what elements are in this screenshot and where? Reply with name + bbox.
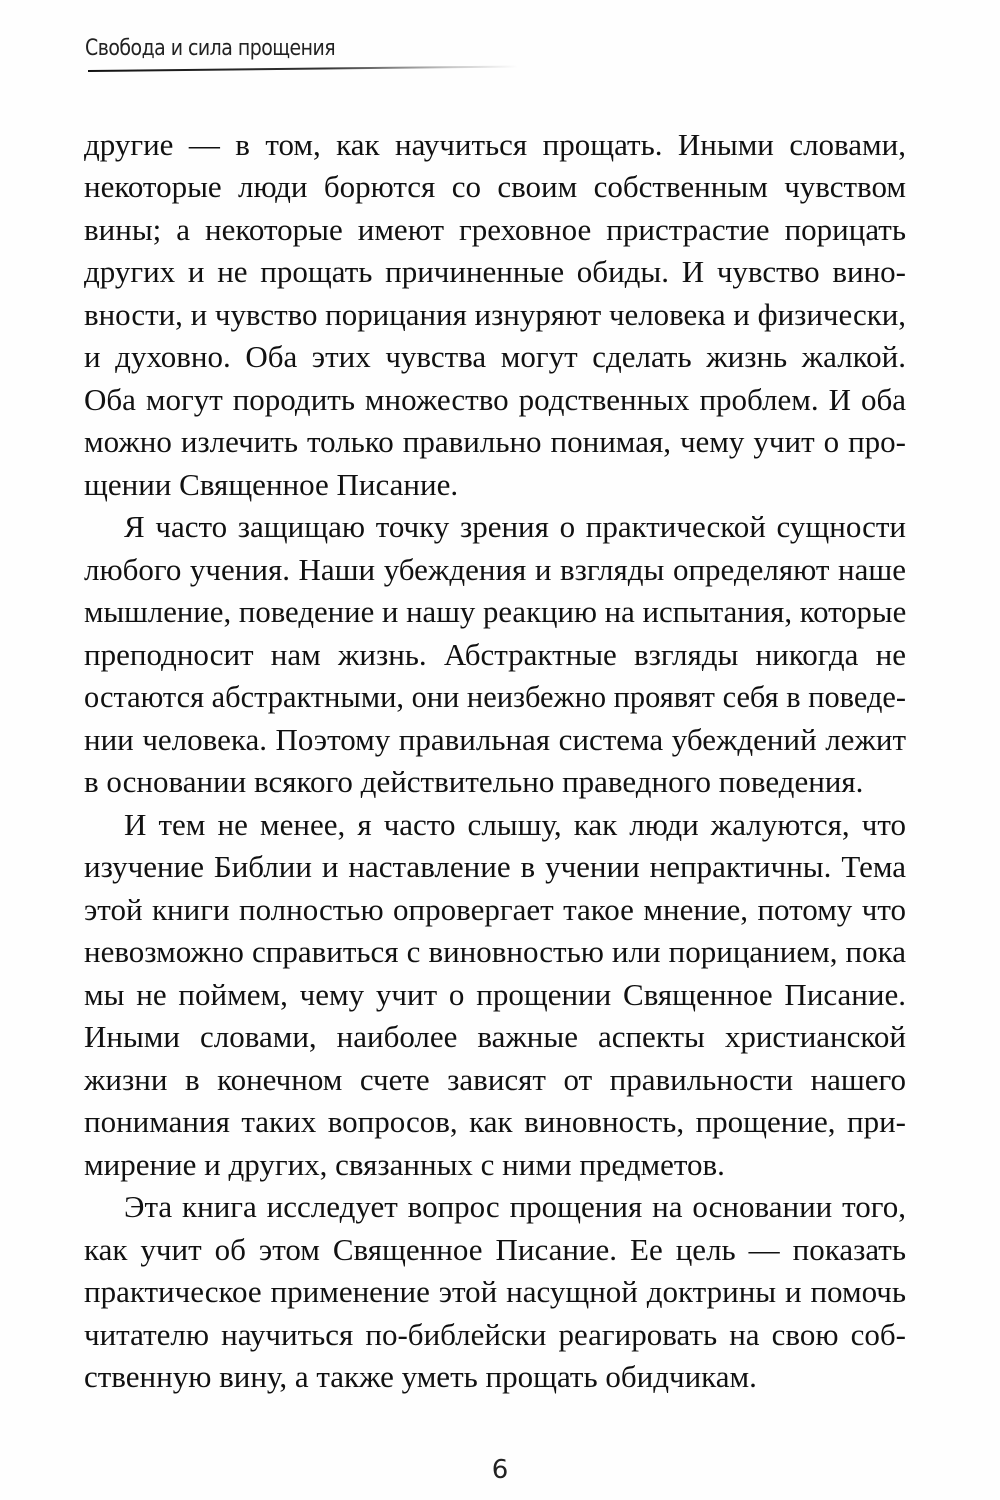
text-line: можно излечить только правильно понимая, чему учит о про- bbox=[84, 424, 906, 459]
text-line: остаются абстрактными, они неизбежно проявят себя в поведе- bbox=[84, 679, 907, 714]
text-line: другие — в том, как научиться прощать. Иными словами, bbox=[84, 127, 906, 162]
text-line: жизни в конечном счете зависят от правильности нашего bbox=[84, 1062, 906, 1097]
text-line: мышление, поведение и нашу реакцию на испытания, которые bbox=[84, 594, 907, 629]
text-line: и духовно. Оба этих чувства могут сделать жизнь жалкой. bbox=[84, 339, 906, 374]
page-number: 6 bbox=[491, 1455, 509, 1485]
text-line: Иными словами, наиболее важные аспекты христианской bbox=[84, 1019, 906, 1054]
text-line: как учит об этом Священное Писание. Ее цель — показать bbox=[84, 1232, 906, 1267]
text-line: мы не поймем, чему учит о прощении Священное Писание. bbox=[84, 977, 906, 1012]
text-line: мирение и других, связанных с ними предметов. bbox=[84, 1147, 725, 1182]
text-line: преподносит нам жизнь. Абстрактные взгляды никогда не bbox=[84, 637, 906, 672]
text-line: Я часто защищаю точку зрения о практической сущности bbox=[124, 509, 906, 544]
text-line: некоторые люди борются со своим собственным чувством bbox=[84, 169, 906, 204]
text-line: щении Священное Писание. bbox=[84, 467, 459, 502]
text-line: И тем не менее, я часто слышу, как люди жалуются, что bbox=[124, 807, 906, 842]
text-line: изучение Библии и наставление в учении непрактичны. Тема bbox=[84, 849, 906, 884]
text-line: читателю научиться по-библейски реагировать на свою соб- bbox=[84, 1317, 906, 1352]
text-line: вности, и чувство порицания изнуряют человека и физически, bbox=[84, 297, 906, 332]
text-line: любого учения. Наши убеждения и взгляды определяют наше bbox=[84, 552, 906, 587]
text-line: вины; а некоторые имеют греховное пристрастие порицать bbox=[84, 212, 906, 247]
text-line: в основании всякого действительно праведного поведения. bbox=[84, 764, 864, 799]
text-line: Эта книга исследует вопрос прощения на основании того, bbox=[124, 1189, 906, 1224]
running-title: Свобода и сила прощения bbox=[85, 36, 336, 61]
text-line: практическое применение этой насущной доктрины и помочь bbox=[84, 1274, 906, 1309]
text-line: других и не прощать причиненные обиды. И чувство вино- bbox=[84, 254, 906, 289]
header-rule bbox=[88, 65, 518, 72]
text-line: понимания таких вопросов, как виновность, прощение, при- bbox=[84, 1104, 906, 1139]
text-line: этой книги полностью опровергает такое мнение, потому что bbox=[84, 892, 906, 927]
text-line: невозможно справиться с виновностью или порицанием, пока bbox=[84, 934, 906, 969]
text-line: Оба могут породить множество родственных проблем. И оба bbox=[84, 382, 906, 417]
text-line: ственную вину, а также уметь прощать обидчикам. bbox=[84, 1359, 757, 1394]
text-line: нии человека. Поэтому правильная система убеждений лежит bbox=[84, 722, 906, 757]
